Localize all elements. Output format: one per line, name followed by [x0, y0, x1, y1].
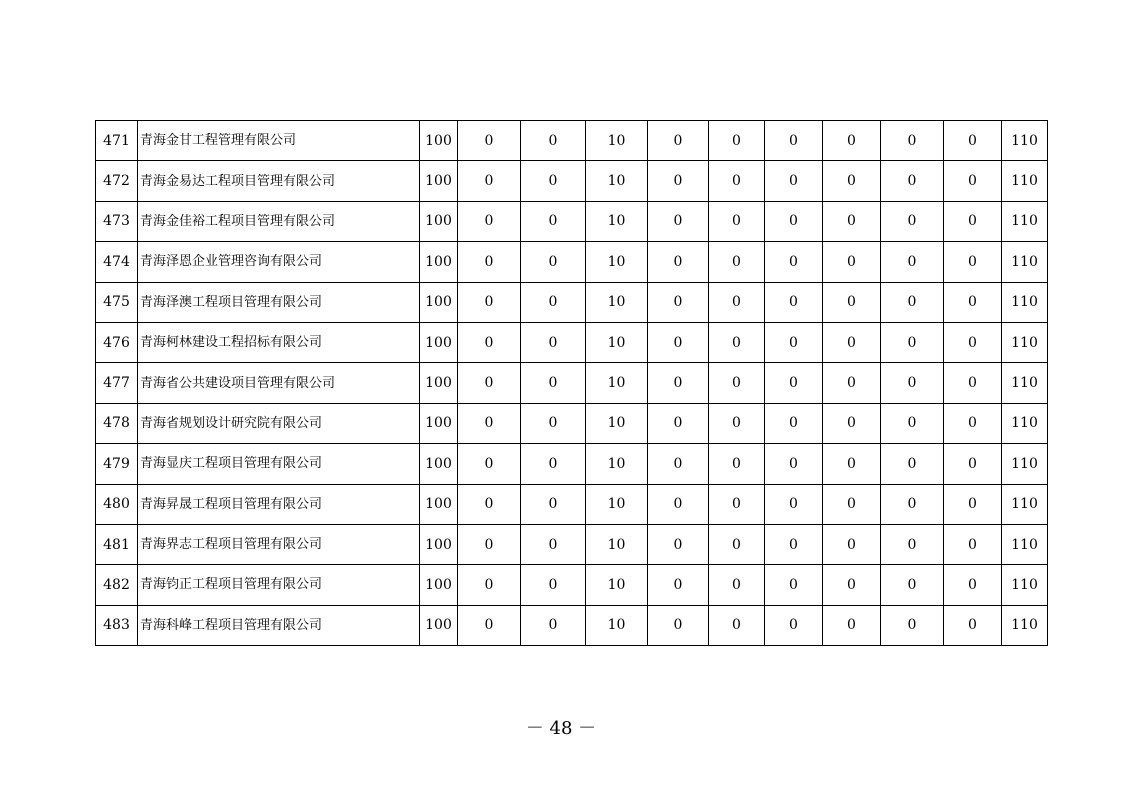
total-score-cell: 110 — [1002, 363, 1048, 403]
row-index-cell: 476 — [96, 322, 138, 362]
score-cell: 0 — [881, 363, 944, 403]
score-cell: 0 — [709, 282, 765, 322]
score-cell: 0 — [521, 322, 586, 362]
score-cell: 0 — [709, 444, 765, 484]
total-score-cell: 110 — [1002, 161, 1048, 201]
score-cell: 0 — [458, 161, 521, 201]
score-cell: 0 — [521, 605, 586, 645]
score-cell: 0 — [458, 322, 521, 362]
score-cell: 0 — [881, 161, 944, 201]
score-cell: 0 — [458, 403, 521, 443]
company-name-cell: 青海泽澳工程项目管理有限公司 — [138, 282, 420, 322]
score-cell: 0 — [709, 242, 765, 282]
score-cell: 0 — [823, 242, 881, 282]
total-score-cell: 110 — [1002, 605, 1048, 645]
score-cell: 0 — [823, 605, 881, 645]
score-cell: 0 — [823, 484, 881, 524]
row-index-cell: 471 — [96, 121, 138, 161]
score-cell: 0 — [648, 403, 709, 443]
score-cell: 0 — [881, 121, 944, 161]
total-score-cell: 110 — [1002, 403, 1048, 443]
score-cell: 0 — [944, 121, 1002, 161]
row-index-cell: 472 — [96, 161, 138, 201]
score-cell: 100 — [420, 444, 458, 484]
table-row — [96, 161, 1048, 201]
score-cell: 0 — [765, 121, 823, 161]
score-cell: 0 — [709, 524, 765, 564]
score-cell: 0 — [881, 242, 944, 282]
score-cell: 0 — [765, 403, 823, 443]
table-row — [96, 282, 1048, 322]
score-cell: 0 — [944, 403, 1002, 443]
total-score-cell: 110 — [1002, 524, 1048, 564]
score-cell: 0 — [944, 282, 1002, 322]
score-cell: 0 — [944, 524, 1002, 564]
score-cell: 100 — [420, 565, 458, 605]
score-cell: 0 — [648, 201, 709, 241]
table-row — [96, 524, 1048, 564]
score-cell: 10 — [586, 484, 648, 524]
score-cell: 10 — [586, 403, 648, 443]
row-index-cell: 481 — [96, 524, 138, 564]
score-cell: 100 — [420, 121, 458, 161]
company-name-cell: 青海显庆工程项目管理有限公司 — [138, 444, 420, 484]
table-row — [96, 444, 1048, 484]
score-cell: 0 — [823, 363, 881, 403]
company-name-cell: 青海界志工程项目管理有限公司 — [138, 524, 420, 564]
score-cell: 0 — [709, 403, 765, 443]
score-cell: 0 — [648, 605, 709, 645]
page-number: － 48 － — [525, 718, 597, 739]
score-cell: 0 — [521, 484, 586, 524]
score-cell: 0 — [521, 201, 586, 241]
score-cell: 0 — [709, 322, 765, 362]
score-cell: 0 — [823, 282, 881, 322]
score-cell: 0 — [765, 444, 823, 484]
score-cell: 0 — [458, 242, 521, 282]
score-cell: 0 — [765, 484, 823, 524]
score-cell: 0 — [823, 524, 881, 564]
table-row — [96, 242, 1048, 282]
score-cell: 0 — [881, 322, 944, 362]
score-cell: 0 — [944, 444, 1002, 484]
score-cell: 0 — [944, 201, 1002, 241]
score-cell: 10 — [586, 322, 648, 362]
score-cell: 0 — [648, 565, 709, 605]
score-cell: 10 — [586, 363, 648, 403]
score-cell: 0 — [648, 444, 709, 484]
score-cell: 0 — [521, 565, 586, 605]
score-cell: 0 — [765, 322, 823, 362]
score-cell: 0 — [521, 161, 586, 201]
company-name-cell: 青海金易达工程项目管理有限公司 — [138, 161, 420, 201]
score-cell: 0 — [765, 605, 823, 645]
score-cell: 100 — [420, 605, 458, 645]
score-cell: 0 — [521, 121, 586, 161]
row-index-cell: 480 — [96, 484, 138, 524]
score-cell: 0 — [823, 444, 881, 484]
score-cell: 0 — [521, 403, 586, 443]
score-cell: 10 — [586, 444, 648, 484]
score-cell: 0 — [944, 322, 1002, 362]
score-cell: 10 — [586, 201, 648, 241]
score-cell: 0 — [458, 363, 521, 403]
score-cell: 100 — [420, 524, 458, 564]
table-body — [96, 121, 1048, 646]
score-cell: 100 — [420, 363, 458, 403]
score-cell: 100 — [420, 242, 458, 282]
score-cell: 0 — [881, 605, 944, 645]
score-cell: 0 — [823, 121, 881, 161]
score-cell: 0 — [765, 565, 823, 605]
table-row — [96, 121, 1048, 161]
score-cell: 0 — [881, 444, 944, 484]
company-name-cell: 青海金甘工程管理有限公司 — [138, 121, 420, 161]
score-cell: 10 — [586, 121, 648, 161]
total-score-cell: 110 — [1002, 201, 1048, 241]
total-score-cell: 110 — [1002, 242, 1048, 282]
score-cell: 0 — [765, 242, 823, 282]
score-cell: 0 — [709, 161, 765, 201]
score-cell: 10 — [586, 161, 648, 201]
score-cell: 0 — [765, 524, 823, 564]
company-name-cell: 青海省规划设计研究院有限公司 — [138, 403, 420, 443]
score-cell: 0 — [709, 605, 765, 645]
score-cell: 0 — [944, 242, 1002, 282]
table-row — [96, 565, 1048, 605]
company-name-cell: 青海省公共建设项目管理有限公司 — [138, 363, 420, 403]
score-cell: 0 — [648, 484, 709, 524]
score-cell: 0 — [823, 161, 881, 201]
score-cell: 0 — [648, 121, 709, 161]
row-index-cell: 478 — [96, 403, 138, 443]
score-cell: 10 — [586, 605, 648, 645]
score-cell: 100 — [420, 201, 458, 241]
score-cell: 0 — [648, 524, 709, 564]
score-cell: 0 — [709, 363, 765, 403]
score-cell: 0 — [881, 201, 944, 241]
score-table — [95, 120, 1048, 646]
company-name-cell: 青海钧正工程项目管理有限公司 — [138, 565, 420, 605]
score-cell: 0 — [944, 605, 1002, 645]
total-score-cell: 110 — [1002, 121, 1048, 161]
total-score-cell: 110 — [1002, 484, 1048, 524]
company-name-cell: 青海金佳裕工程项目管理有限公司 — [138, 201, 420, 241]
score-cell: 0 — [709, 201, 765, 241]
score-cell: 0 — [458, 605, 521, 645]
score-cell: 0 — [648, 282, 709, 322]
row-index-cell: 477 — [96, 363, 138, 403]
score-cell: 0 — [648, 363, 709, 403]
row-index-cell: 475 — [96, 282, 138, 322]
score-cell: 0 — [458, 444, 521, 484]
score-cell: 0 — [823, 322, 881, 362]
total-score-cell: 110 — [1002, 444, 1048, 484]
score-cell: 0 — [944, 363, 1002, 403]
score-cell: 10 — [586, 524, 648, 564]
score-cell: 0 — [881, 565, 944, 605]
score-cell: 0 — [458, 121, 521, 161]
score-cell: 0 — [648, 242, 709, 282]
score-cell: 0 — [823, 565, 881, 605]
score-cell: 100 — [420, 403, 458, 443]
table-row — [96, 484, 1048, 524]
score-cell: 0 — [458, 201, 521, 241]
score-cell: 0 — [881, 403, 944, 443]
score-cell: 0 — [458, 565, 521, 605]
table-row — [96, 322, 1048, 362]
company-name-cell: 青海柯林建设工程招标有限公司 — [138, 322, 420, 362]
score-cell: 0 — [521, 282, 586, 322]
total-score-cell: 110 — [1002, 282, 1048, 322]
table-row — [96, 363, 1048, 403]
row-index-cell: 479 — [96, 444, 138, 484]
score-cell: 10 — [586, 282, 648, 322]
score-cell: 0 — [521, 444, 586, 484]
table-row — [96, 201, 1048, 241]
score-cell: 0 — [944, 565, 1002, 605]
company-name-cell: 青海昇晟工程项目管理有限公司 — [138, 484, 420, 524]
score-cell: 100 — [420, 484, 458, 524]
score-cell: 0 — [881, 524, 944, 564]
score-cell: 0 — [521, 242, 586, 282]
score-cell: 0 — [521, 524, 586, 564]
table-row — [96, 605, 1048, 645]
score-cell: 0 — [881, 282, 944, 322]
score-cell: 10 — [586, 242, 648, 282]
score-cell: 0 — [458, 282, 521, 322]
row-index-cell: 482 — [96, 565, 138, 605]
score-cell: 0 — [765, 161, 823, 201]
score-cell: 0 — [648, 322, 709, 362]
score-cell: 0 — [709, 565, 765, 605]
table-row — [96, 403, 1048, 443]
score-cell: 100 — [420, 161, 458, 201]
company-name-cell: 青海泽恩企业管理咨询有限公司 — [138, 242, 420, 282]
company-name-cell: 青海科峰工程项目管理有限公司 — [138, 605, 420, 645]
score-cell: 100 — [420, 282, 458, 322]
score-cell: 0 — [458, 484, 521, 524]
row-index-cell: 473 — [96, 201, 138, 241]
score-cell: 0 — [648, 161, 709, 201]
score-cell: 0 — [709, 121, 765, 161]
score-cell: 0 — [944, 161, 1002, 201]
score-cell: 0 — [944, 484, 1002, 524]
score-cell: 0 — [823, 201, 881, 241]
score-cell: 0 — [765, 282, 823, 322]
score-cell: 0 — [765, 363, 823, 403]
total-score-cell: 110 — [1002, 322, 1048, 362]
score-cell: 0 — [458, 524, 521, 564]
total-score-cell: 110 — [1002, 565, 1048, 605]
score-cell: 0 — [765, 201, 823, 241]
score-cell: 0 — [709, 484, 765, 524]
row-index-cell: 483 — [96, 605, 138, 645]
score-cell: 10 — [586, 565, 648, 605]
score-cell: 0 — [823, 403, 881, 443]
score-cell: 100 — [420, 322, 458, 362]
row-index-cell: 474 — [96, 242, 138, 282]
score-cell: 0 — [881, 484, 944, 524]
score-cell: 0 — [521, 363, 586, 403]
